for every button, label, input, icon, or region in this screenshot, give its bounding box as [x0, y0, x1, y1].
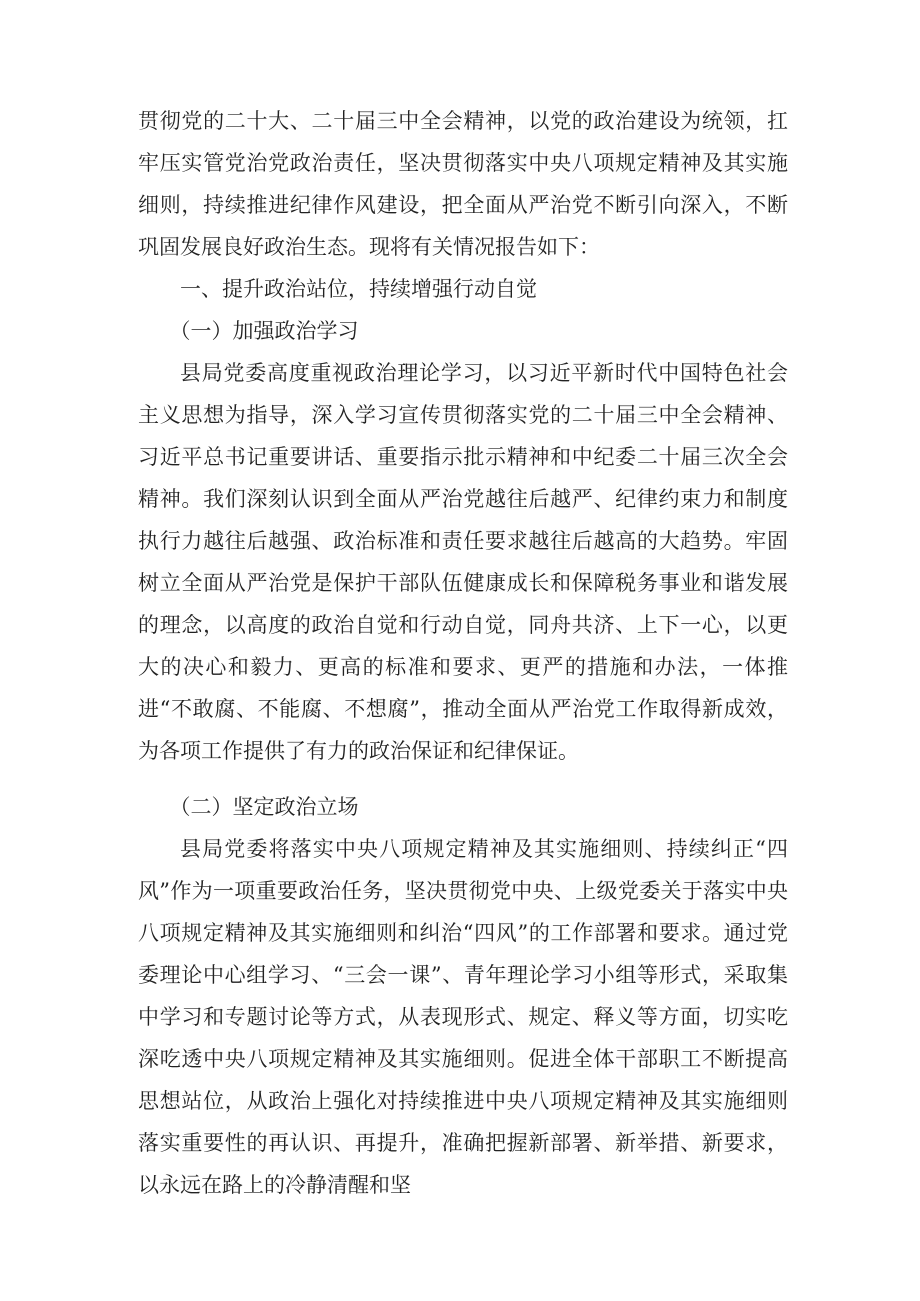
- subsection-heading-2: （二）坚定政治立场: [169, 795, 359, 819]
- section-heading-1: 一、提升政治站位，持续增强行动自觉: [180, 277, 537, 301]
- paragraph-political-stance: 县局党委将落实中央八项规定精神及其实施细则、持续纠正“四风”作为一项重要政治任务，坚决贯彻党中央、上级党委关于落实中央八项规定精神及其实施细则和纠治“四风”的工作部署和要求。通过党委理论中心组学习、“三会一课”、青年理论学习小组等形式，采取集中学习和专题讨论等方式，从表现形式、规定、释义等方面，切实吃深吃透中央八项规定精神及其实施细则。促进全体干部职工不断提高思想站位，从政治上强化对持续推进中央八项规定精神及其实施细则落实重要性的再认识、再提升，准确把握新部署、新举措、新要求，以永远在路上的冷静清醒和坚: [138, 837, 788, 1197]
- subsection-heading-1: （一）加强政治学习: [169, 319, 359, 343]
- document-body: [138, 100, 788, 1206]
- paragraph-continuation: 贯彻党的二十大、二十届三中全会精神，以党的政治建设为统领，扛牢压实管党治党政治责任，坚决贯彻落实中央八项规定精神及其实施细则，持续推进纪律作风建设，把全面从严治党不断引向深入，不断巩固发展良好政治生态。现将有关情况报告如下：: [138, 109, 788, 259]
- paragraph-political-study: 县局党委高度重视政治理论学习，以习近平新时代中国特色社会主义思想为指导，深入学习宣传贯彻落实党的二十届三中全会精神、习近平总书记重要讲话、重要指示批示精神和中纪委二十届三次全会精神。我们深刻认识到全面从严治党越往后越严、纪律约束力和制度执行力越往后越强、政治标准和责任要求越往后越高的大趋势。牢固树立全面从严治党是保护干部队伍健康成长和保障税务事业和谐发展的理念，以高度的政治自觉和行动自觉，同舟共济、上下一心，以更大的决心和毅力、更高的标准和要求、更严的措施和办法，一体推进“不敢腐、不能腐、不想腐”，推动全面从严治党工作取得新成效，为各项工作提供了有力的政治保证和纪律保证。: [138, 361, 788, 763]
